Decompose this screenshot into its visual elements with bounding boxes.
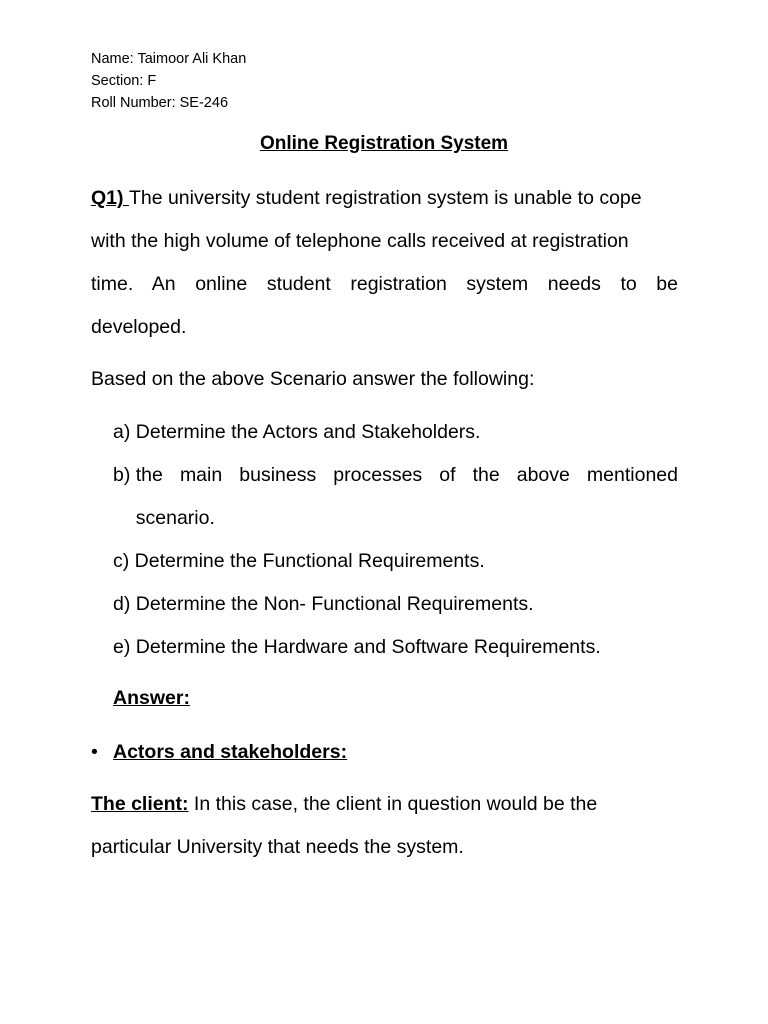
task-text: Determine the Actors and Stakeholders. xyxy=(135,421,481,443)
task-item-e xyxy=(113,626,678,669)
task-text: the main business processes of the above mentioned scenario. xyxy=(135,464,678,529)
client-paragraph xyxy=(91,783,678,869)
task-marker: a) xyxy=(113,421,136,443)
task-text: Determine the Functional Requirements. xyxy=(134,550,485,572)
task-item-b xyxy=(113,454,678,540)
name-label: Name: xyxy=(91,51,134,67)
bullet-actors-stakeholders xyxy=(91,731,347,774)
question-line-4: developed. xyxy=(91,316,187,338)
question-line-3: time. An online student registration system needs to be xyxy=(91,273,678,295)
section-value: F xyxy=(143,73,157,89)
section-line xyxy=(91,70,246,92)
task-item-a xyxy=(113,411,678,454)
task-text: Determine the Non- Functional Requirements. xyxy=(135,593,534,615)
bullet-icon: • xyxy=(91,741,98,763)
task-list xyxy=(113,411,678,669)
task-item-c xyxy=(113,540,678,583)
section-label: Section: xyxy=(91,73,144,89)
bullet-heading: Actors and stakeholders: xyxy=(113,741,348,763)
client-text: In this case, the client in question would be the particular University that needs the system. xyxy=(91,793,598,858)
task-marker: e) xyxy=(113,636,136,658)
student-info-header xyxy=(91,48,246,114)
task-text: Determine the Hardware and Software Requirements. xyxy=(135,636,601,658)
question-label: Q1) xyxy=(91,187,129,209)
task-item-d xyxy=(113,583,678,626)
roll-label: Roll Number: xyxy=(91,95,176,111)
roll-number-line xyxy=(91,92,246,114)
task-marker: d) xyxy=(113,593,136,615)
based-on-instruction: Based on the above Scenario answer the following: xyxy=(91,368,535,390)
question-intro xyxy=(91,177,678,349)
question-text-1: The university student registration system is unable to cope xyxy=(128,187,642,209)
student-name-line xyxy=(91,48,246,70)
roll-value: SE-246 xyxy=(175,95,229,111)
name-value: Taimoor Ali Khan xyxy=(133,51,247,67)
question-line-2: with the high volume of telephone calls received at registration xyxy=(91,230,629,252)
document-title: Online Registration System xyxy=(259,133,509,154)
task-marker: c) xyxy=(113,550,135,572)
task-marker: b) xyxy=(113,464,136,486)
question-line-1 xyxy=(91,177,678,220)
client-label: The client: xyxy=(91,793,189,815)
answer-heading: Answer: xyxy=(113,687,190,709)
